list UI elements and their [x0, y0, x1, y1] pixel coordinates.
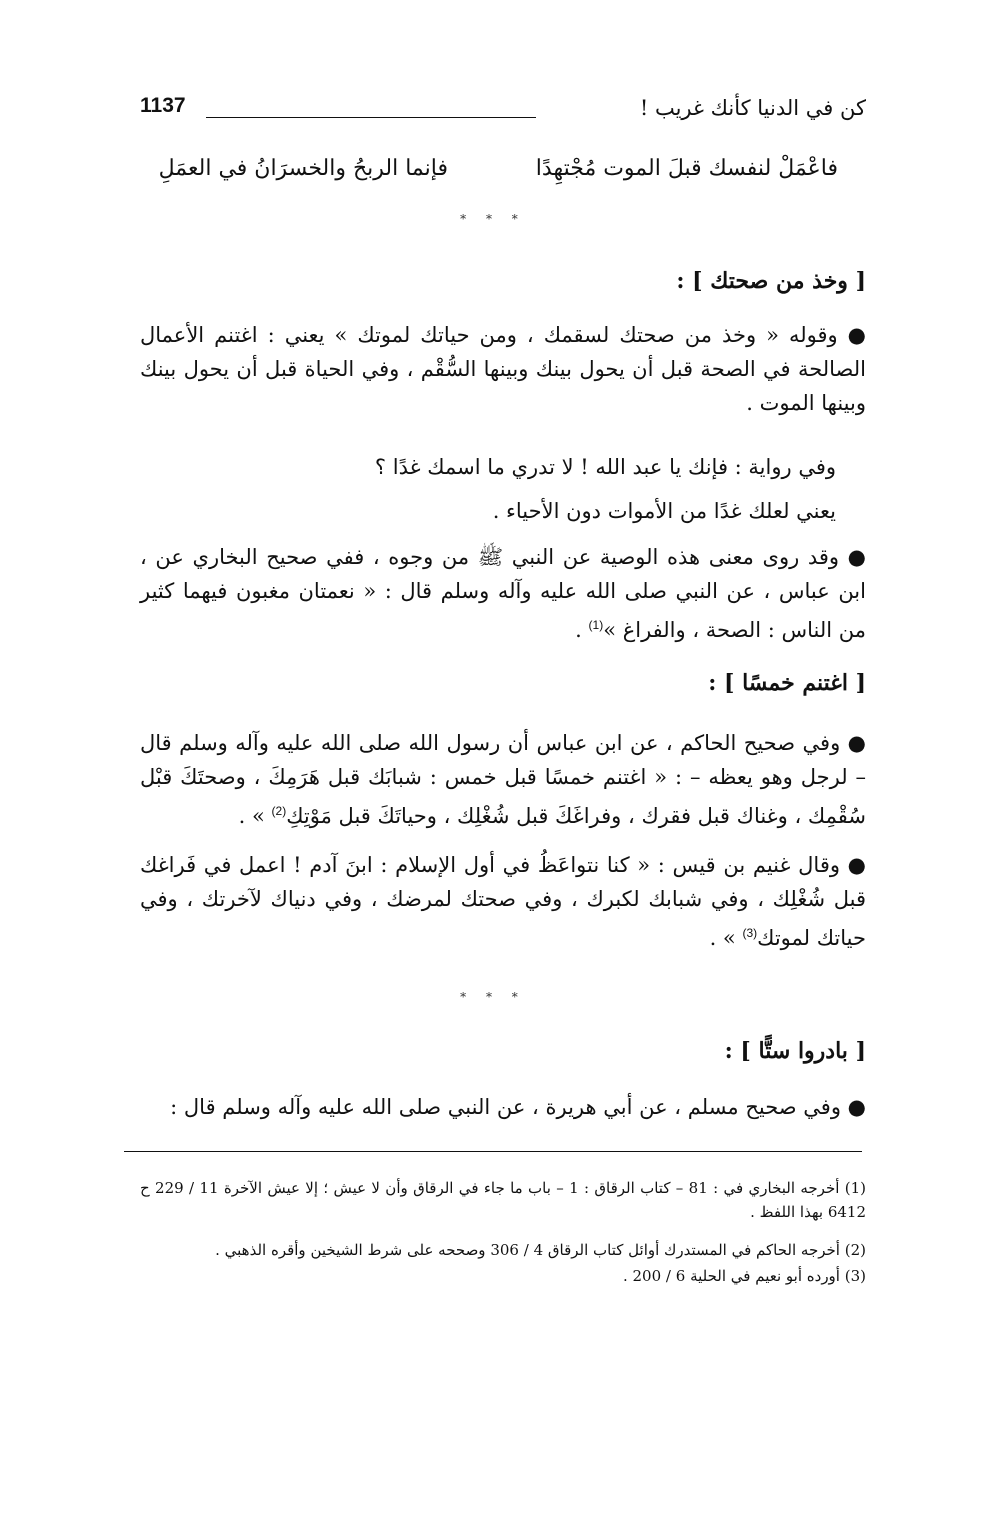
paragraph-take-from-health: ● وقوله « وخذ من صحتك لسقمك ، ومن حياتك لموتك » يعني : اغتنم الأعمال الصالحة في الصحة قبل أن يحول بينك وبينها السُّقْم ، وفي الحياة قبل أن يحول بينك وبينها الموت .	[140, 323, 866, 415]
section-heading-health: [ وخذ من صحتك ] :	[676, 268, 866, 294]
paragraph-hakim-text: ● وفي صحيح الحاكم ، عن ابن عباس أن رسول الله صلى الله عليه وآله وسلم قال – لرجل وهو يعظه – : « اغتنم خمسًا قبل خمس : شبابَك قبل هَرَمِكَ ، وصحتَكَ قبْل سُقْمِك ، وغناك قبل فقرك ، وفراغَكَ قبل شُغْلِك ، وحياتَكَ قبل مَوْتِكِ	[140, 731, 866, 828]
verse-hemistich-second: فإنما الربحُ والخسرَانُ في العمَلِ	[158, 156, 448, 181]
footnote-marker-3[interactable]: (3)	[742, 926, 758, 940]
footnote-rule	[124, 1151, 862, 1152]
paragraph-muslim: ● وفي صحيح مسلم ، عن أبي هريرة ، عن النبي صلى الله عليه وآله وسلم قال :	[170, 1095, 866, 1119]
footnote-marker-1[interactable]: (1)	[588, 618, 604, 632]
section-heading-six: [ بادروا ستًّا ] :	[724, 1038, 866, 1064]
running-header	[140, 96, 866, 130]
section-separator: * * *	[460, 212, 526, 226]
paragraph-bukhari	[140, 540, 866, 647]
footnote-1: (1) أخرجه البخاري في : 81 – كتاب الرقاق : 1 – باب ما جاء في الرقاق وأن لا عيش ؛ إلا عيش الآخرة 11 / 229 ح 6412 بهذا اللفظ .	[140, 1179, 866, 1221]
header-title: كن في الدنيا كأنك غريب !	[639, 96, 866, 120]
header-rule	[206, 117, 536, 118]
paragraph-bukhari-tail: .	[575, 618, 589, 642]
footnote-3: (3) أورده أبو نعيم في الحلية 6 / 200 .	[622, 1267, 866, 1285]
paragraph-ghunaym	[140, 848, 866, 955]
paragraph-hakim-tail: » .	[238, 804, 272, 828]
paragraph-explanation: يعني لعلك غدًا من الأموات دون الأحياء .	[492, 499, 836, 523]
paragraph-ghunaym-text: ● وقال غنيم بن قيس : « كنا نتواعَظُ في أول الإسلام : ابنَ آدم ! اعمل في فَراغك قبل شُغْلِك ، وفي شبابك لكبرك ، وفي صحتك لمرضك ، وفي دنياك لآخرتك ، وفي حياتك لموتك	[140, 853, 866, 950]
footnote-2: (2) أخرجه الحاكم في المستدرك أوائل كتاب الرقاق 4 / 306 وصححه على شرط الشيخين وأقره الذهبي .	[215, 1241, 866, 1259]
paragraph-narration: وفي رواية : فإنك يا عبد الله ! لا تدري ما اسمك غدًا ؟	[374, 455, 836, 479]
paragraph-hakim	[140, 726, 866, 833]
footnote-marker-2[interactable]: (2)	[271, 804, 287, 818]
paragraph-bukhari-text: ● وقد روى معنى هذه الوصية عن النبي ﷺ من وجوه ، ففي صحيح البخاري عن ، ابن عباس ، عن النبي صلى الله عليه وآله وسلم قال : « نعمتان مغبون فيهما كثير من الناس : الصحة ، والفراغ »	[140, 545, 866, 642]
section-heading-five: [ اغتنم خمسًا ] :	[708, 670, 866, 696]
page-number: 1137	[140, 94, 186, 117]
paragraph-ghunaym-tail: » .	[709, 926, 743, 950]
verse-hemistich-first: فاعْمَلْ لنفسك قبلَ الموت مُجْتهِدًا	[535, 156, 838, 181]
section-separator-2: * * *	[460, 990, 526, 1004]
